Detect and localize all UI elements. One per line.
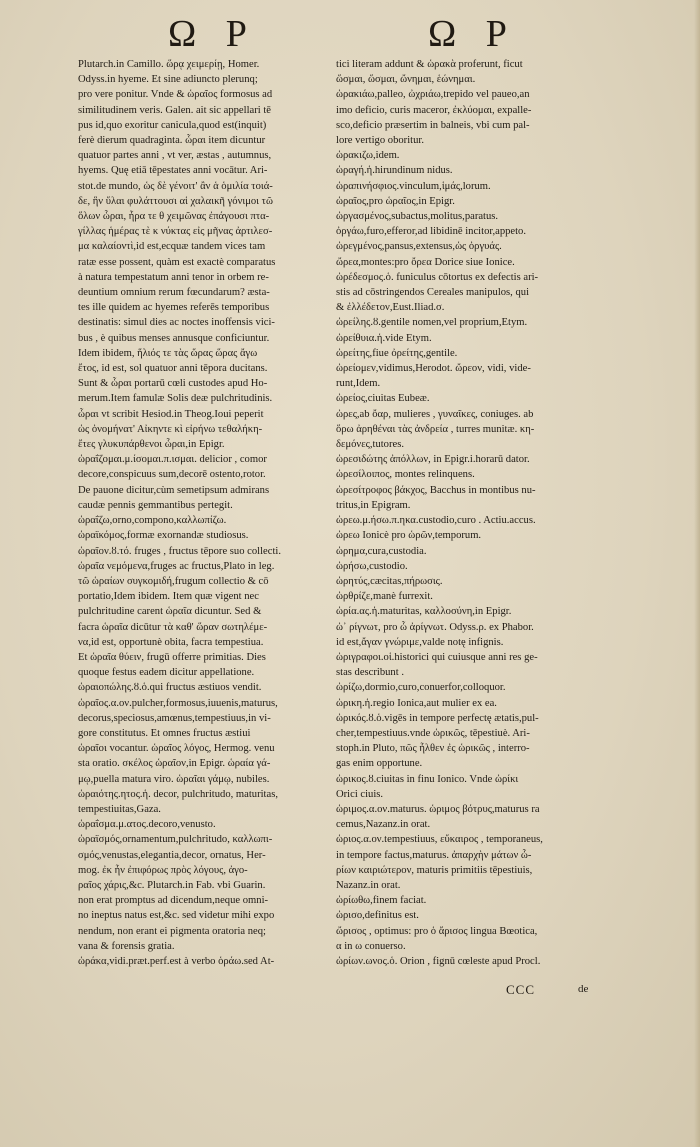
text-line: ὠρέδεσμος.ὁ. funiculus cōtortus ex defectis ari- [336, 271, 539, 283]
text-line: ὠρία.ας.ἡ.maturitas, καλλοσύνη,in Epigr. [336, 606, 512, 618]
text-line: ραῖος χάρις,&c. Plutarch.in Fab. vbi Guarin. [78, 879, 266, 891]
text-line: Odyss.in hyeme. Et sine adiuncto plerunq; [78, 74, 258, 86]
text-line: δεμόνες,tutores. [336, 439, 404, 451]
text-line: ὠρισο,definitus est. [336, 910, 419, 922]
text-line: ὡραῖος,pro ὡραῖος,in Epigr. [336, 195, 455, 207]
text-line: μα καλαίοντὶ,id est,ecquæ tandem vices tam [78, 241, 266, 253]
text-line: ὠρείος,ciuitas Eubeæ. [336, 393, 430, 405]
text-line: ὠρεω.μ.ήσω.π.ηκα.custodio,curo . Actiu.accus. [336, 515, 536, 527]
signature-mark: CCC [506, 982, 536, 997]
text-line: ὡς ὀνομήνατ' Αἰκηντε κὶ εἰρήνω τεθαλήκη- [78, 423, 263, 435]
text-line: ὡρίων.ωνος.ὁ. Orion , fignū cœleste apud Procl. [336, 955, 541, 967]
left-column [78, 57, 332, 977]
text-line: portatio,Idem ibidem. Item quæ vigent nec [78, 591, 259, 603]
text-line: tritus,in Epigram. [336, 499, 411, 511]
text-line: à natura tempestatum anni tenor in orbem re- [78, 271, 269, 283]
text-line: gore constitutus. Et omnes fructus æstiui [78, 727, 251, 739]
text-line: ὠρείομεν,vidimus,Herodot. ὤρεον, vidi, vide- [336, 363, 531, 375]
text-line: tempestiuitas,Gaza. [78, 803, 161, 815]
text-line: id est,ἄγαν γνώριμε,valde notę infignis. [336, 636, 504, 648]
text-line: ὤρισος , optimus: pro ὁ ἄρισος lingua Bœotica, [336, 925, 538, 937]
text-line: ὠρείλης.ȣ.gentile nomen,vel proprium,Etym. [336, 317, 528, 329]
text-line: Et ὡραῖα θύειν, frugū offerre primitias. Dies [78, 651, 266, 663]
running-head-right: Ω P [428, 13, 517, 55]
text-line: ὡραπινήσφιος.vinculum,ἱμάς,lorum. [336, 180, 491, 192]
text-line: ὡραΐζομαι.μ.ίσομαι.π.ισμαι. delicior , comor [78, 454, 267, 466]
text-line: σμός,venustas,elegantia,decor, ornatus, Her- [78, 849, 266, 861]
text-line: ὠργασμένος,subactus,molitus,paratus. [336, 211, 499, 223]
text-line: Plutarch.in Camillo. ὥρᾳ χειμερίῃ, Homer. [78, 59, 260, 70]
text-line: ὥσμαι, ὥσμαι, ὤνημαι, ἑώνημαι. [336, 74, 476, 86]
text-line: caudæ pennis gemmantibus pertegit. [78, 499, 233, 511]
text-line: ὡραγή.ἡ.hirundinum nidus. [336, 165, 453, 177]
text-line: similitudinem veris. Galen. ait sic appellari tē [78, 104, 271, 116]
text-line: ὠρίωθω,finem faciat. [336, 895, 427, 907]
text-line: ὠρικη.ἡ.regio Ionica,aut mulier ex ea. [336, 697, 497, 709]
text-line: ὡριος.α.ον.tempestiuus, εὔκαιρος , temporaneus, [336, 834, 543, 846]
text-line: γίλλας ἡμέρας τὲ κ νύκτας εἰς μῆνας ἀρτιλεσ- [78, 226, 273, 238]
text-line: ὀργάω,furo,efferor,ad libidinē incitor,appeto. [336, 226, 527, 238]
text-line: ὡραῖα νεμόμενα,fruges ac fructus,Plato in leg. [78, 560, 275, 572]
text-line: ὠρεσίλοιπος, montes relinquens. [336, 469, 475, 481]
text-line: & ἐλλέδετον,Eust.Iliad.σ. [336, 302, 445, 314]
text-line: ratæ esse possent, quàm est exactè comparatus [78, 256, 276, 268]
text-line: ὠρθρίζε,manè furrexit. [336, 591, 433, 603]
text-line: ὠρες,ab ὄαρ, mulieres , γυναῖκες, coniuges. ab [336, 408, 534, 420]
text-line: ὡραῖον.ȣ.τό. fruges , fructus tēpore suo collecti. [78, 545, 281, 557]
text-line: ὠρείθυια.ἡ.vide Etym. [336, 332, 432, 344]
text-line: ὡρακιάω,palleo, ὠχριάω,trepido vel paueo,an [336, 89, 530, 101]
text-line: α in ω conuerso. [336, 940, 406, 952]
text-line: vana & forensis gratia. [78, 940, 175, 952]
text-line: ὠρημα,cura,custodia. [336, 545, 427, 557]
running-head-left: Ω P [168, 13, 257, 55]
text-line: ἔτες γλυκυπάρθενοι ὧραι,in Epigr. [78, 439, 225, 451]
text-line: hyems. Quę etiā tēpestates anni vocātur. Ari- [78, 165, 268, 177]
text-line: ὠρεω Ionicè pro ὡρῶν,temporum. [336, 530, 482, 542]
text-line: δε, ἣν ὕλαι φυλάττουσι αἱ χαλαικῆ γόνιμοι τῶ [78, 195, 273, 207]
text-line: ὡραϊσμός,ornamentum,pulchritudo, καλλωπι- [78, 834, 273, 846]
text-line: lore vertigo oboritur. [336, 135, 424, 147]
text-line: ὠρίζω,dormio,curo,conuerfor,colloquor. [336, 682, 506, 694]
text-line: να,id est, opportunè obita, facra tempestiua. [78, 636, 264, 648]
text-line: non erat promptus ad dicendum,neque omni- [78, 895, 269, 907]
text-line: ὡριμος.α.ον.maturus. ὡριμος βότρυς,maturus ra [336, 803, 540, 815]
text-line: cemus,Nazanz.in orat. [336, 819, 431, 831]
text-line: ὠρικός.ȣ.ὁ.vigēs in tempore perfectę ætatis,pul- [336, 712, 539, 724]
text-line: runt,Idem. [336, 378, 381, 390]
text-line: pulchritudine carent ὡραῖα dicuntur. Sed & [78, 606, 262, 618]
text-line: imo deficio, curis maceror, ἐκλύομαι, expalle- [336, 104, 532, 116]
text-line: ἔτος, id est, sol quatuor anni tēpora ducitans. [78, 363, 268, 375]
text-line: merum.Item famulæ Solis deæ pulchritudinis. [78, 393, 273, 405]
text-line: ὅλων ὧραι, ἦρα τε θ χειμῶνας ἐπάγουσι πτα- [78, 211, 270, 223]
text-line: ὠρείτης,fiue ὀρείτης,gentile. [336, 347, 458, 359]
text-line: quoque festus eadem dicitur appellatione. [78, 667, 255, 679]
text-line: ὠ᾽ ρίγνωτ, pro ὦ ἀρίγνωτ. Odyss.ρ. ex Phabor. [336, 621, 534, 633]
text-line: stas describunt . [336, 667, 404, 679]
text-line: mog. ἐκ ἦν ἐπιφόρως πρὸς λόγους, ἀγο- [78, 864, 248, 876]
text-line: ὠρητύς,cæcitas,πήρωσις. [336, 575, 443, 587]
text-line: pus id,quo exoritur canicula,quod est(inquit) [78, 119, 267, 131]
text-line: no ineptus natus est,&c. sed videtur mihi expo [78, 910, 275, 922]
text-line: cher,tempestiuus.vnde ὡρικῶς, tēpestiuè. Ari- [336, 727, 530, 739]
catchword: de [578, 983, 589, 995]
text-line: sta oratio. σκέλος ὡραῖον,in Epigr. ὡραία γά- [78, 758, 271, 770]
text-line: stoph.in Pluto, πῶς ἦλθεν ἐς ὡρικῶς , interro- [336, 743, 530, 755]
text-line: ὠρεσιδώτης ἀπόλλων, in Epigr.i.horarū dator. [336, 454, 530, 466]
text-line: bus , è quibus menses annusque conficiuntur. [78, 332, 270, 344]
text-line: stot.de mundo, ὡς δὲ γένοιτ' ἂν ἁ ὁμιλία τοιά- [78, 180, 273, 192]
text-line: ὡραῖος.α.ον.pulcher,formosus,iuuenis,maturus, [78, 697, 278, 709]
text-line: Nazanz.in orat. [336, 879, 401, 891]
text-line: tici literam addunt & ὡρακὰ proferunt, ficut [336, 59, 523, 70]
text-line: deuntium omnium rerum fœcundarum? æsta- [78, 287, 270, 299]
text-line: ὡραῖοι vocantur. ὡραῖος λόγος, Hermog. venu [78, 743, 275, 755]
text-line: Sunt & ὧραι portarū cœli custodes apud Ho- [78, 378, 268, 390]
text-line: ὤρεα,montes:pro ὄρεα Dorice siue Ionice. [336, 256, 515, 268]
text-line: ὧραι vt scribit Hesiod.in Theog.Ioui peperit [78, 408, 264, 420]
text-line: destinatis: simul dies ac noctes inoffensis vici- [78, 317, 275, 329]
text-line: τῶ ὡραίων συγκομιδή,frugum collectio & cō [78, 575, 269, 587]
text-line: facra ὡραῖα dicūtur τὰ καθ' ὥραν σωτηλέμε- [78, 621, 268, 633]
text-line: μῳ,puella matura viro. ὡραῖαι γάμῳ, nubiles. [78, 773, 270, 785]
text-line: pro vere ponitur. Vnde & ὡραῖος formosus ad [78, 89, 273, 101]
text-line: in tempore factus,maturus. ἀπαρχὴν μάτων ὦ- [336, 849, 532, 861]
text-line: ὠρεγμένος,pansus,extensus,ὡς ὀργυάς. [336, 241, 502, 253]
text-line: ὡραϊκόμος,formæ exornandæ studiosus. [78, 530, 249, 542]
text-line: sco,deficio præsertim in balneis, vbi cum pal- [336, 119, 530, 131]
text-line: ρίων καιριώτερον, maturis primitiis tēpestiuis, [336, 864, 533, 876]
text-line: Idem ibidem, ἥλιός τε τὰς ὥρας ὥρας ἄγω [78, 347, 258, 359]
text-line: stis ad cōstringendos Cereales manipulos, qui [336, 287, 530, 299]
text-line: ὡραΐζω,orno,compono,καλλωπίζω. [78, 515, 227, 527]
text-line: decorus,speciosus,amœnus,tempestiuus,in vi- [78, 712, 271, 724]
right-column [336, 57, 598, 977]
text-line: tes ille quidem ac hyemes referēs temporibus [78, 302, 270, 314]
text-line: ὠρήσω,custodio. [336, 560, 408, 572]
text-line: ὡρακιζω,idem. [336, 150, 400, 162]
text-line: ὡραΐσμα.μ.ατος.decoro,venusto. [78, 819, 216, 831]
text-line: ὡραιότης.ητος.ἡ. decor, pulchritudo, maturitas, [78, 788, 278, 800]
text-line: quatuor partes anni , vt ver, æstas , autumnus, [78, 150, 272, 162]
text-line: Orici ciuis. [336, 788, 384, 800]
text-line: ὅρω ἀρηθέναι τὰς ἀνδρεία , turres munitæ. κη- [336, 423, 535, 435]
text-line: ὡράκα,vidi.præt.perf.est à verbo ὁράω.sed At- [78, 955, 275, 967]
text-line: ὡραιοπώλης.ȣ.ὁ.qui fructus æstiuos vendit. [78, 682, 262, 694]
text-line: decore,conspicuus sum,decorē ostento,rotor. [78, 469, 266, 481]
text-line: ὠρικος.ȣ.ciuitas in finu Ionico. Vnde ὠρίκι [336, 773, 519, 785]
page-edge-shadow [694, 0, 700, 1147]
text-line: ὠρεσίτροφος βάκχος, Bacchus in montibus nu- [336, 484, 536, 496]
text-line: De pauone dicitur,cùm semetipsum admirans [78, 484, 270, 496]
text-line: ferè dierum quadraginta. ὧραι item dicuntur [78, 135, 266, 147]
text-line: nendum, non erant ei pigmenta oratoria neq; [78, 925, 266, 937]
text-line: gas enim opportune. [336, 758, 423, 770]
text-line: ὠριγραφοι.οἱ.historici qui cuiusque anni res ge- [336, 651, 538, 663]
